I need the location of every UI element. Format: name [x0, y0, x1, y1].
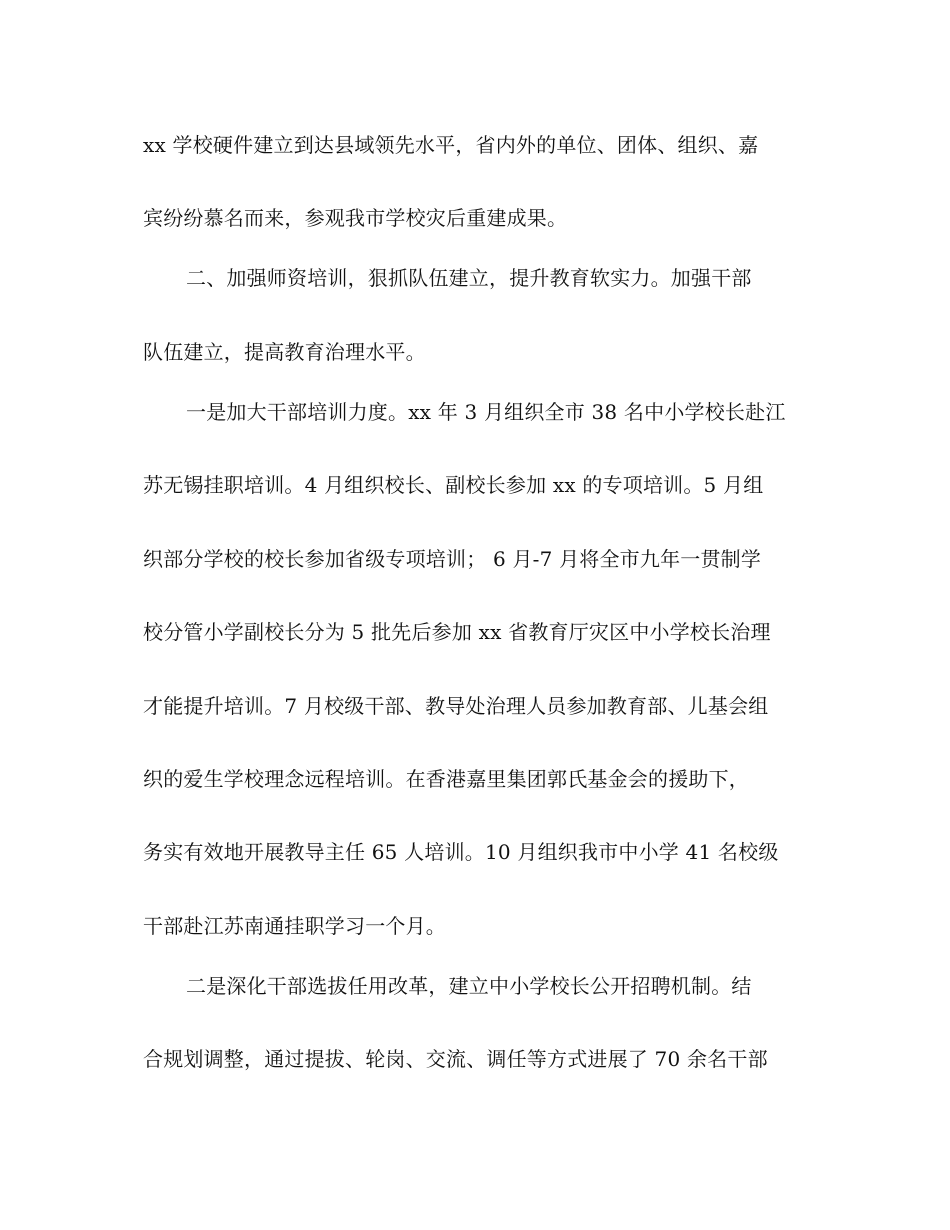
paragraph-line: 织部分学校的校长参加省级专项培训； 6 月-7 月将全市九年一贯制学 [143, 547, 762, 571]
paragraph-line: 宾纷纷慕名而来，参观我市学校灾后重建成果。 [143, 206, 568, 230]
paragraph-line: 校分管小学副校长分为 5 批先后参加 xx 省教育厅灾区中小学校长治理 [143, 620, 771, 644]
paragraph-line: 合规划调整，通过提拔、轮岗、交流、调任等方式进展了 70 余名干部 [143, 1047, 768, 1071]
paragraph-line: xx 学校硬件建立到达县域领先水平，省内外的单位、团体、组织、嘉 [143, 133, 759, 157]
paragraph-line: 队伍建立，提高教育治理水平。 [143, 340, 426, 364]
paragraph-line: 苏无锡挂职培训。4 月组织校长、副校长参加 xx 的专项培训。5 月组 [143, 473, 764, 497]
paragraph-line: 才能提升培训。7 月校级干部、教导处治理人员参加教育部、儿基会组 [143, 694, 769, 718]
paragraph-line: 织的爱生学校理念远程培训。在香港嘉里集团郭氏基金会的援助下， [143, 767, 749, 791]
paragraph-line: 二是深化干部选拔任用改革，建立中小学校长公开招聘机制。结 [186, 974, 752, 998]
section-heading-line: 二、加强师资培训，狠抓队伍建立，提升教育软实力。加强干部 [186, 266, 752, 290]
paragraph-line: 务实有效地开展教导主任 65 人培训。10 月组织我市中小学 41 名校级 [143, 840, 779, 864]
paragraph-line: 一是加大干部培训力度。xx 年 3 月组织全市 38 名中小学校长赴江 [186, 400, 786, 424]
paragraph-line: 干部赴江苏南通挂职学习一个月。 [143, 914, 446, 938]
